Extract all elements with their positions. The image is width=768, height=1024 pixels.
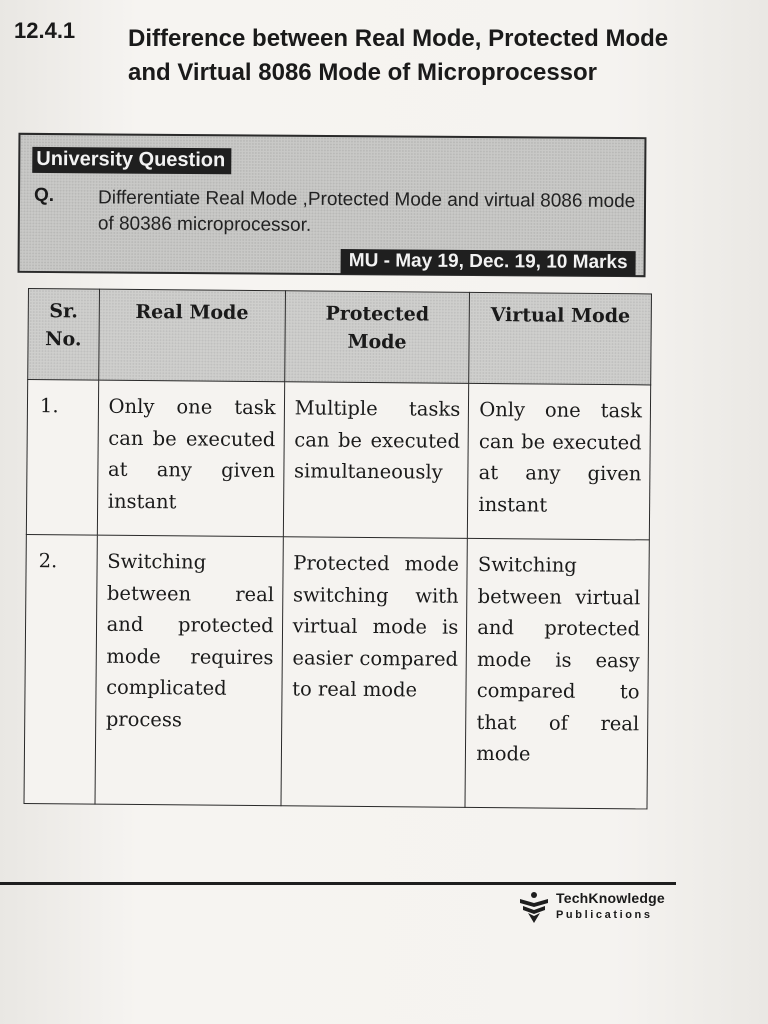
header-real-mode: Real Mode bbox=[98, 289, 285, 382]
question-text: Differentiate Real Mode ,Protected Mode and virtual 8086 mode of 80386 microprocessor. bbox=[97, 187, 636, 236]
question-marks-badge: MU - May 19, Dec. 19, 10 Marks bbox=[341, 249, 636, 276]
header-virtual-mode: Virtual Mode bbox=[469, 292, 651, 385]
university-question-label: University Question bbox=[32, 147, 231, 174]
comparison-table bbox=[23, 288, 651, 809]
cell-real-mode: Switching between real and protected mode requires complicated process bbox=[95, 535, 283, 806]
cell-protected-mode: Protected mode switching with virtual mode is easier compared to real mode bbox=[281, 537, 468, 808]
cell-real-mode: Only one task can be executed at any given instant bbox=[97, 380, 284, 537]
cell-sr: 1. bbox=[26, 380, 98, 536]
cell-protected-mode: Multiple tasks can be executed simultaneously bbox=[283, 382, 469, 539]
cell-virtual-mode: Switching between virtual and protected mode is easy compared to that of real mode bbox=[465, 538, 649, 809]
header-protected-mode: Protected Mode bbox=[284, 291, 469, 384]
table-row bbox=[26, 380, 650, 540]
publisher-subtitle: Publications bbox=[556, 909, 653, 921]
publisher-name: TechKnowledge bbox=[556, 890, 665, 906]
cell-sr: 2. bbox=[24, 534, 97, 804]
cell-virtual-mode: Only one task can be executed at any given instant bbox=[468, 383, 651, 540]
publisher-emblem-icon bbox=[516, 889, 552, 925]
table-row bbox=[24, 534, 649, 808]
question-letter: Q. bbox=[33, 184, 55, 207]
table-header-row bbox=[28, 289, 652, 385]
section-number: 12.4.1 bbox=[14, 18, 76, 43]
publisher-logo bbox=[516, 887, 696, 927]
section-title: Difference between Real Mode, Protected Mode and Virtual 8086 Mode of Microprocessor bbox=[128, 25, 669, 86]
footer-rule bbox=[0, 882, 676, 885]
header-sr-no: Sr. No. bbox=[28, 289, 99, 381]
university-question-box bbox=[18, 133, 647, 277]
